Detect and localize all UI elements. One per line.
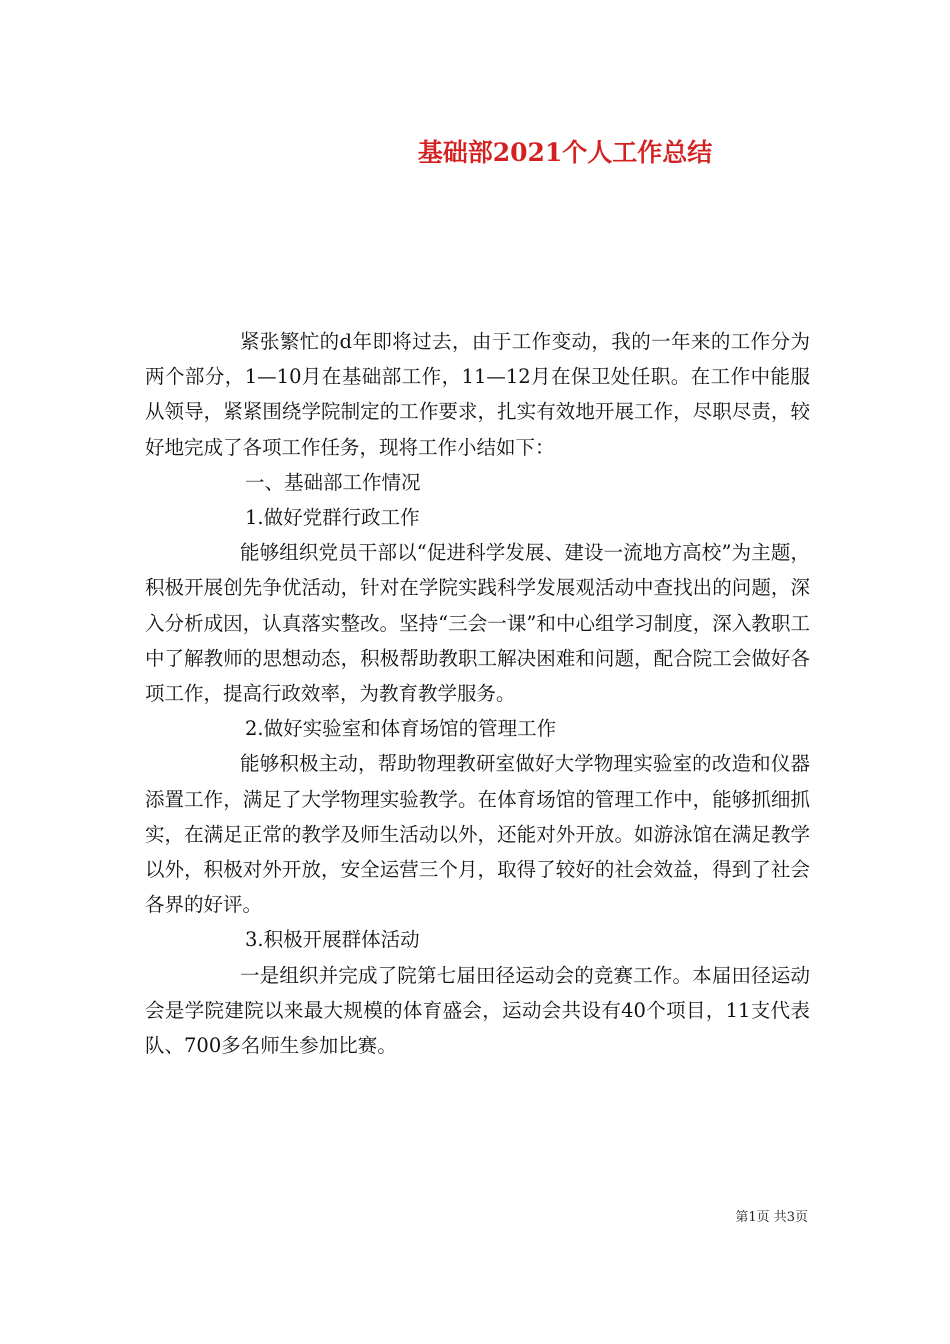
document-title: 基础部2021个人工作总结 (417, 138, 713, 167)
body-paragraph: 能够积极主动，帮助物理教研室做好大学物理实验室的改造和仪器添置工作，满足了大学物理实验教学。在体育场馆的管理工作中，能够抓细抓实，在满足正常的教学及师生活动以外，还能对外开放。如游泳馆在满足教学以外，积极对外开放，安全运营三个月，取得了较好的社会效益，得到了社会各界的好评。 (145, 752, 810, 917)
document-body (145, 324, 810, 1063)
subsection-heading: 3.积极开展群体活动 (245, 928, 420, 952)
intro-paragraph: 紧张繁忙的d年即将过去，由于工作变动，我的一年来的工作分为两个部分，1—10月在基础部工作，11—12月在保卫处任职。在工作中能服从领导，紧紧围绕学院制定的工作要求，扎实有效地开展工作，尽职尽责，较好地完成了各项工作任务，现将工作小结如下： (145, 330, 810, 459)
page-indicator: 第1页 共3页 (735, 1210, 808, 1225)
body-paragraph: 一是组织并完成了院第七届田径运动会的竞赛工作。本届田径运动会是学院建院以来最大规模的体育盛会，运动会共设有40个项目，11支代表队、700多名师生参加比赛。 (145, 963, 810, 1058)
subsection-heading: 1.做好党群行政工作 (245, 506, 420, 530)
body-paragraph: 能够组织党员干部以“促进科学发展、建设一流地方高校”为主题，积极开展创先争优活动，针对在学院实践科学发展观活动中查找出的问题，深入分析成因，认真落实整改。坚持“三会一课”和中心组学习制度，深入教职工中了解教师的思想动态，积极帮助教职工解决困难和问题，配合院工会做好各项工作，提高行政效率，为教育教学服务。 (145, 541, 810, 706)
section-heading: 一、基础部工作情况 (245, 470, 421, 494)
subsection-heading: 2.做好实验室和体育场馆的管理工作 (245, 717, 557, 741)
